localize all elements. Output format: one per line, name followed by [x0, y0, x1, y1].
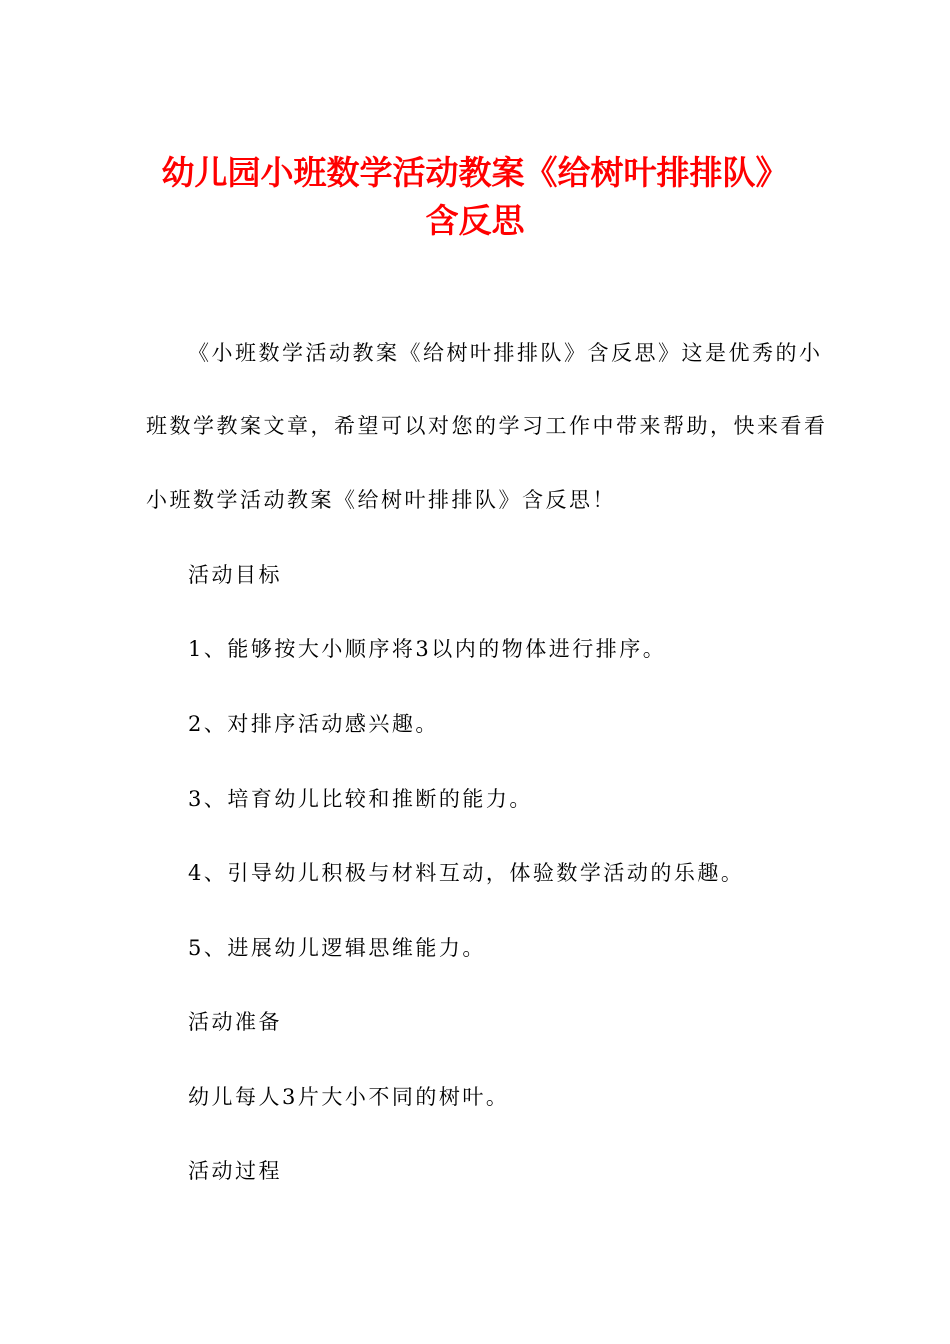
document-title-line-2: 含反思	[425, 201, 525, 240]
intro-paragraph-line-3: 小班数学活动教案《给树叶排排队》含反思！	[146, 488, 616, 512]
section-heading-goals: 活动目标	[188, 563, 282, 587]
goal-item: 2、对排序活动感兴趣。	[188, 712, 439, 736]
goal-item: 1、能够按大小顺序将3以内的物体进行排序。	[188, 637, 667, 661]
goal-item: 3、培育幼儿比较和推断的能力。	[188, 787, 533, 811]
goal-item: 5、进展幼儿逻辑思维能力。	[188, 936, 486, 960]
section-heading-process: 活动过程	[188, 1159, 282, 1183]
goal-item: 4、引导幼儿积极与材料互动，体验数学活动的乐趣。	[188, 861, 745, 885]
section-heading-preparation: 活动准备	[188, 1010, 282, 1034]
intro-paragraph-line-2: 班数学教案文章，希望可以对您的学习工作中带来帮助，快来看看	[146, 414, 828, 438]
document-title-line-1: 幼儿园小班数学活动教案《给树叶排排队》	[161, 153, 789, 192]
preparation-text: 幼儿每人3片大小不同的树叶。	[188, 1085, 510, 1109]
intro-paragraph-line-1: 《小班数学活动教案《给树叶排排队》含反思》这是优秀的小	[188, 341, 823, 365]
